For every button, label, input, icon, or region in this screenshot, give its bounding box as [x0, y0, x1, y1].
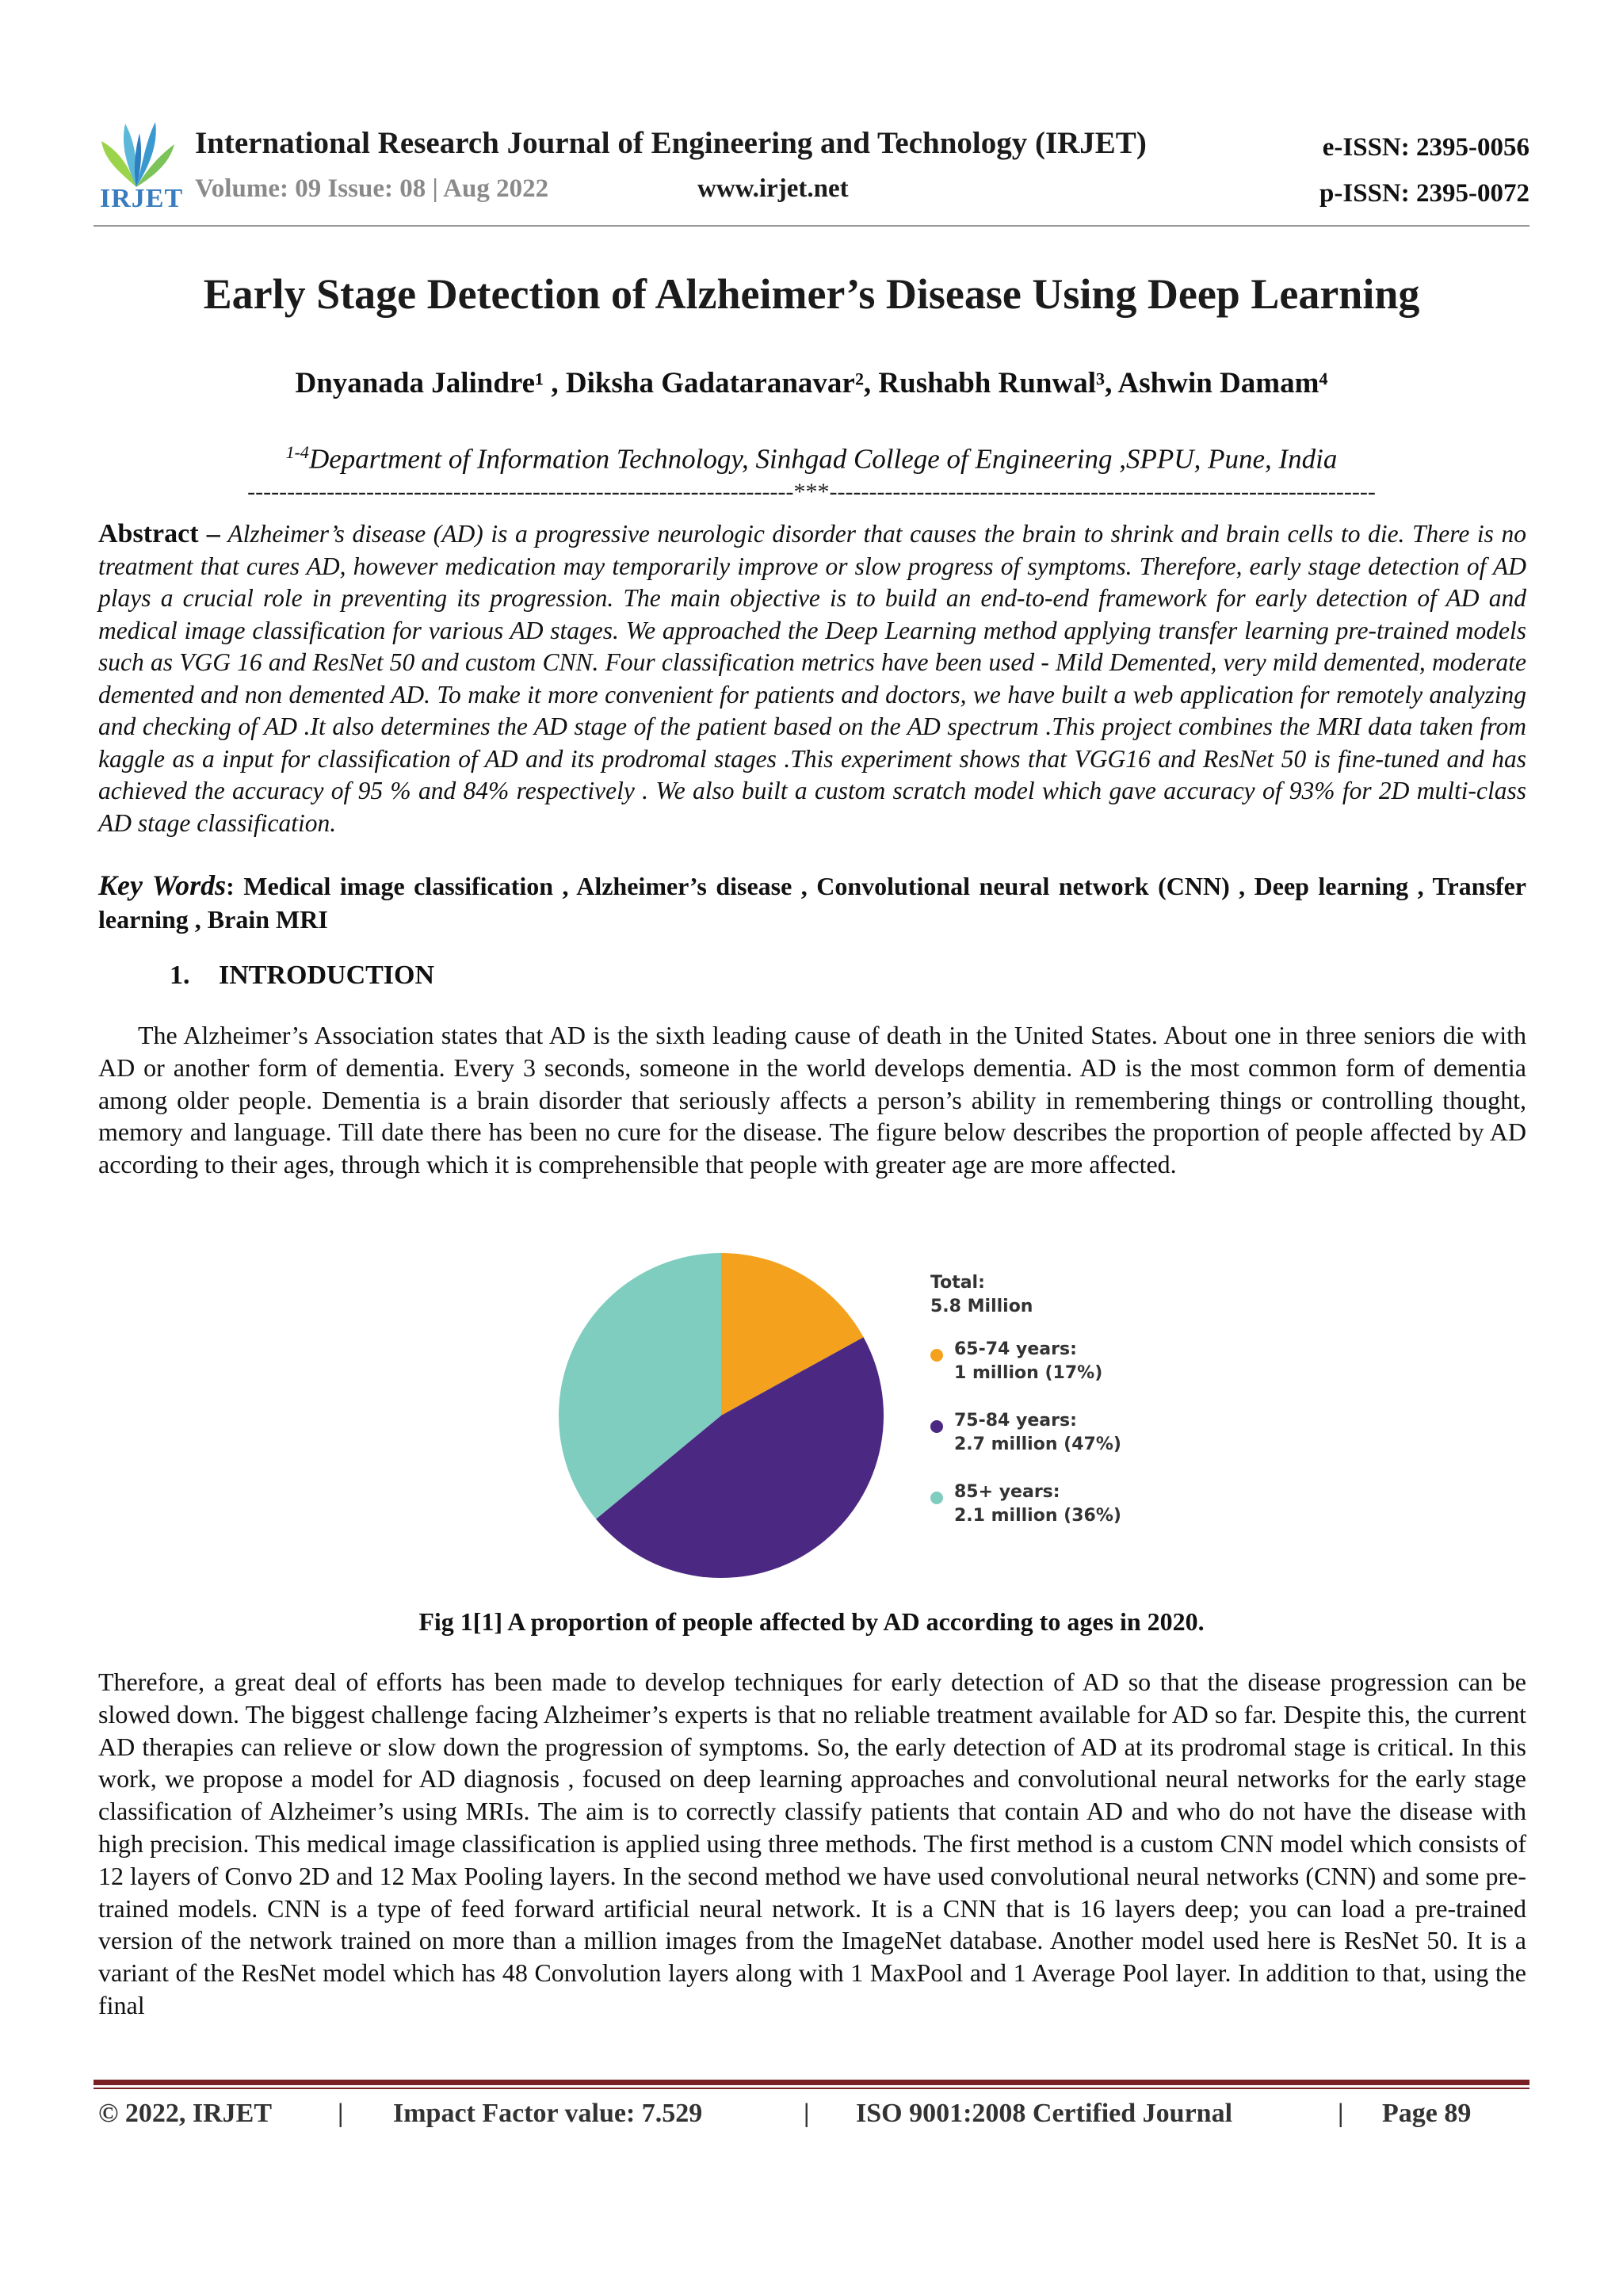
body-paragraph: Therefore, a great deal of efforts has been made to develop techniques for early detection of AD so that the disease progression can be slowed down. The biggest challenge facing Alzheimer’s experts is that no reliable treatment available for AD so far. Despite this, the current AD therapies can relieve or slow down the progression of symptoms. So, the early detection of AD at its prodromal stage is critical. In this work, we propose a model for AD diagnosis , focused on deep learning approaches and convolutional neural networks for the early stage classification of Alzheimer’s using MRIs. The aim is to correctly classify patients that contain AD and who do not have the disease with high precision. This medical image classification is applied using three methods. The first method is a custom CNN model which consists of 12 layers of Convo 2D and 12 Max Pooling layers. In the second method we have used convolutional neural networks (CNN) and some pre-trained models. CNN is a type of feed forward artificial neural network. It is a CNN that is 16 layers deep; you can load a pre-trained version of the network trained on more than a million images from the ImageNet database. Another model used here is ResNet 50. It is a variant of the ResNet model which has 48 Convolution layers along with 1 MaxPool and 1 Average Pool layer. In addition to that, using the final: [98, 1668, 1526, 2019]
logo-leaf-icon: [97, 117, 176, 190]
legend-total-label: Total:: [930, 1273, 985, 1293]
journal-header: [94, 117, 1529, 238]
pie-chart: [555, 1249, 888, 1582]
section-heading-introduction: [170, 961, 434, 991]
keywords: [98, 869, 1526, 936]
journal-title: International Research Journal of Engineering and Technology (IRJET): [195, 126, 1147, 160]
affiliation-text: Department of Information Technology, Sinhgad College of Engineering ,SPPU, Pune, India: [308, 443, 1338, 475]
journal-website-link[interactable]: www.irjet.net: [697, 174, 849, 203]
legend-dot-65-74: [930, 1349, 943, 1362]
legend-series-value: 2.1 million (36%): [954, 1506, 1121, 1526]
footer-separator: |: [338, 2099, 344, 2128]
legend-series-value: 1 million (17%): [954, 1363, 1103, 1383]
paper-affiliation: [0, 442, 1623, 476]
footer-copyright: © 2022, IRJET: [98, 2099, 273, 2128]
pissn: p-ISSN: 2395-0072: [1319, 179, 1529, 208]
paper-title: Early Stage Detection of Alzheimer’s Disease Using Deep Learning: [203, 270, 1420, 318]
footer-iso: ISO 9001:2008 Certified Journal: [856, 2099, 1233, 2128]
legend-series-name: 75-84 years:: [954, 1411, 1077, 1431]
legend-text-75-84: [954, 1409, 1121, 1457]
paper-authors: Dnyanada Jalindre¹ , Diksha Gadataranavar², Rushabh Runwal³, Ashwin Damam⁴: [295, 367, 1328, 399]
legend-series-name: 85+ years:: [954, 1482, 1060, 1502]
figure-caption: Fig 1[1] A proportion of people affected by AD according to ages in 2020.: [418, 1607, 1205, 1636]
abstract-text: Alzheimer’s disease (AD) is a progressive neurologic disorder that causes the brain to shrink and brain cells to die. There is no treatment that cures AD, however medication may temporarily improve or slow progress of symptoms. Therefore, early stage detection of AD plays a crucial role in preventing its progression. The main objective is to build an end-to-end framework for early detection of AD and medical image classification for various AD stages. We approached the Deep Learning method applying transfer learning pre-trained models such as VGG 16 and ResNet 50 and custom CNN. Four classification metrics have been used - Mild Demented, very mild demented, moderate demented and non demented AD. To make it more convenient for patients and doctors, we have built a web application for remotely analyzing and checking of AD .It also determines the AD stage of the patient based on the AD spectrum .This project combines the MRI data taken from kaggle as a input for classification of AD and its prodromal stages .This experiment shows that VGG16 and ResNet 50 is fine-tuned and has achieved the accuracy of 95 % and 84% respectively . We also built a custom scratch model which gave accuracy of 93% for 2D multi-class AD stage classification.: [98, 520, 1527, 837]
footer-separator: |: [804, 2099, 810, 2128]
abstract: [98, 518, 1526, 839]
header-divider: [94, 225, 1529, 227]
footer-separator: |: [1338, 2099, 1344, 2128]
keywords-text: : Medical image classification , Alzheimer’s disease , Convolutional neural network (CNN) , Deep learning , Transfer learning , Brain MRI: [98, 872, 1526, 934]
footer-divider-thick: [94, 2080, 1529, 2085]
footer-page-number: Page 89: [1382, 2099, 1472, 2128]
irjet-logo: [94, 117, 184, 213]
eissn: e-ISSN: 2395-0056: [1322, 133, 1529, 162]
section-number: 1.: [170, 961, 190, 990]
legend-text-85-plus: [954, 1480, 1121, 1528]
abstract-label: Abstract –: [98, 519, 220, 548]
affiliation-superscript: 1-4: [285, 442, 309, 462]
legend-total-value: 5.8 Million: [930, 1297, 1033, 1316]
footer-impact-factor: Impact Factor value: 7.529: [393, 2099, 703, 2128]
section-separator: ---------------------------------------------------------------------***---------------------------------------------------------------------: [247, 479, 1376, 505]
logo-text: IRJET: [100, 184, 184, 213]
section-title: INTRODUCTION: [219, 961, 435, 990]
legend-dot-85-plus: [930, 1492, 943, 1504]
legend-series-value: 2.7 million (47%): [954, 1435, 1121, 1454]
journal-volume: Volume: 09 Issue: 08 | Aug 2022: [195, 174, 549, 203]
legend-dot-75-84: [930, 1420, 943, 1433]
introduction-paragraph: The Alzheimer’s Association states that AD is the sixth leading cause of death in the United States. About one in three seniors die with AD or another form of dementia. Every 3 seconds, someone in the world develops dementia. AD is the most common form of dementia among older people. Dementia is a brain disorder that seriously affects a person’s ability in remembering things or controlling thought, memory and language. Till date there has been no cure for the disease. The figure below describes the proportion of people affected by AD according to their ages, through which it is comprehensible that people with greater age are more affected.: [98, 1021, 1526, 1179]
pie-legend: [930, 1271, 1168, 1526]
footer-divider-thin: [94, 2088, 1529, 2089]
figure-1: [555, 1241, 1189, 1574]
legend-series-name: 65-74 years:: [954, 1339, 1077, 1359]
legend-text-65-74: [954, 1338, 1102, 1385]
keywords-label: Key Words: [98, 869, 227, 901]
